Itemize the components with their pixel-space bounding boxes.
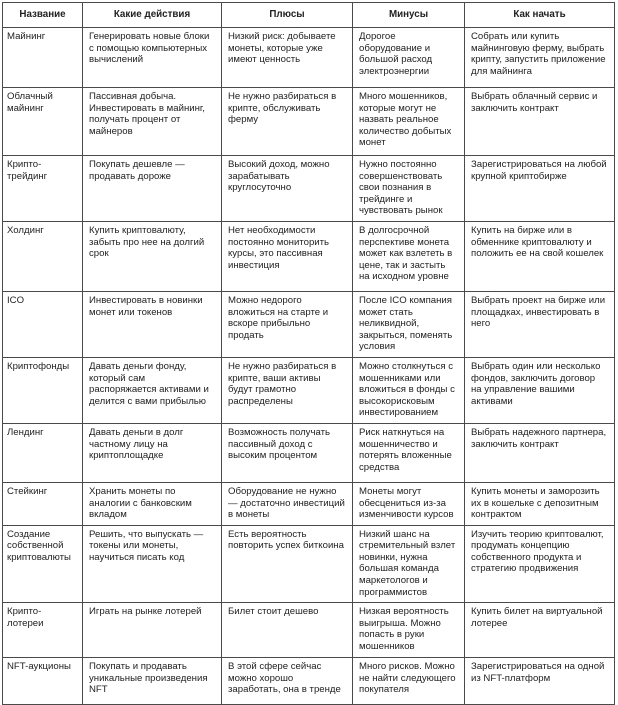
cell-cons: Риск наткнуться на мошенничество и потерять вложенные средства (353, 423, 465, 482)
cell-start: Выбрать облачный сервис и заключить контракт (465, 88, 615, 156)
cell-start: Купить монеты и заморозить их в кошельке с депозитным контрактом (465, 482, 615, 525)
table-row (3, 156, 615, 222)
cell-pros: Нет необходимости постоянно мониторить курсы, это пассивная инвестиция (222, 221, 353, 291)
header-actions: Какие действия (83, 3, 222, 28)
table-row (3, 88, 615, 156)
cell-pros: Можно недорого вложиться на старте и вскоре прибыльно продать (222, 291, 353, 357)
cell-actions: Пассивная добыча. Инвестировать в майнинг, получать процент от майнеров (83, 88, 222, 156)
cell-start: Зарегистрироваться на одной из NFT-платформ (465, 658, 615, 705)
table-row (3, 221, 615, 291)
cell-name: NFT-аукционы (3, 658, 83, 705)
cell-name: Крипто-трейдинг (3, 156, 83, 222)
table-row (3, 482, 615, 525)
cell-name: Криптофонды (3, 357, 83, 423)
cell-pros: В этой сфере сейчас можно хорошо заработать, она в тренде (222, 658, 353, 705)
cell-start: Купить на бирже или в обменнике криптовалюту и положить ее на свой кошелек (465, 221, 615, 291)
table-row (3, 423, 615, 482)
header-how-to-start: Как начать (465, 3, 615, 28)
table-row (3, 28, 615, 88)
cell-actions: Давать деньги фонду, который сам распоряжается активами и делится с вами прибылью (83, 357, 222, 423)
table-row (3, 291, 615, 357)
table-body (3, 28, 615, 705)
cell-cons: Много рисков. Можно не найти следующего покупателя (353, 658, 465, 705)
cell-name: Облачный майнинг (3, 88, 83, 156)
cell-start: Изучить теорию криптовалют, продумать концепцию собственного продукта и стратегию продвижения (465, 525, 615, 603)
cell-name: Лендинг (3, 423, 83, 482)
cell-start: Купить билет на виртуальной лотерее (465, 603, 615, 658)
cell-start: Выбрать надежного партнера, заключить контракт (465, 423, 615, 482)
cell-actions: Покупать и продавать уникальные произведения NFT (83, 658, 222, 705)
cell-cons: В долгосрочной перспективе монета может как взлететь в цене, так и застыть на исходном уровне (353, 221, 465, 291)
cell-cons: Низкая вероятность выигрыша. Можно попасть в руки мошенников (353, 603, 465, 658)
cell-name: ICO (3, 291, 83, 357)
cell-pros: Низкий риск: добываете монеты, которые уже имеют ценность (222, 28, 353, 88)
cell-cons: Можно столкнуться с мошенниками или вложиться в фонды с высокорисковым инвестированием (353, 357, 465, 423)
cell-start: Собрать или купить майнинговую ферму, выбрать крипту, запустить приложение для майнинга (465, 28, 615, 88)
crypto-earning-methods-table (2, 2, 615, 705)
cell-actions: Решить, что выпускать — токены или монеты, научиться писать код (83, 525, 222, 603)
header-name: Название (3, 3, 83, 28)
cell-pros: Не нужно разбираться в крипте, обслуживать ферму (222, 88, 353, 156)
cell-start: Выбрать один или несколько фондов, заключить договор на управление вашими активами (465, 357, 615, 423)
cell-cons: Дорогое оборудование и большой расход электроэнергии (353, 28, 465, 88)
cell-pros: Высокий доход, можно зарабатывать круглосуточно (222, 156, 353, 222)
cell-actions: Купить криптовалюту, забыть про нее на долгий срок (83, 221, 222, 291)
cell-pros: Оборудование не нужно — достаточно инвестиций в монеты (222, 482, 353, 525)
cell-actions: Покупать дешевле — продавать дороже (83, 156, 222, 222)
cell-cons: Много мошенников, которые могут не назвать реальное количество добытых монет (353, 88, 465, 156)
cell-name: Майнинг (3, 28, 83, 88)
cell-actions: Хранить монеты по аналогии с банковским вкладом (83, 482, 222, 525)
table-row (3, 658, 615, 705)
cell-pros: Есть вероятность повторить успех биткоина (222, 525, 353, 603)
cell-start: Зарегистрироваться на любой крупной криптобирже (465, 156, 615, 222)
header-row (3, 3, 615, 28)
cell-cons: Монеты могут обесцениться из-за изменчивости курсов (353, 482, 465, 525)
table-row (3, 357, 615, 423)
cell-cons: Нужно постоянно совершенствовать свои познания в трейдинге и чувствовать рынок (353, 156, 465, 222)
header-pros: Плюсы (222, 3, 353, 28)
cell-cons: После ICO компания может стать неликвидной, закрыться, поменять условия (353, 291, 465, 357)
cell-actions: Играть на рынке лотерей (83, 603, 222, 658)
cell-name: Создание собственной криптовалюты (3, 525, 83, 603)
cell-cons: Низкий шанс на стремительный взлет новинки, нужна большая команда маркетологов и программистов (353, 525, 465, 603)
cell-pros: Билет стоит дешево (222, 603, 353, 658)
cell-actions: Инвестировать в новинки монет или токенов (83, 291, 222, 357)
cell-name: Стейкинг (3, 482, 83, 525)
header-cons: Минусы (353, 3, 465, 28)
cell-name: Крипто-лотереи (3, 603, 83, 658)
cell-actions: Генерировать новые блоки с помощью компьютерных вычислений (83, 28, 222, 88)
cell-name: Холдинг (3, 221, 83, 291)
table-row (3, 603, 615, 658)
cell-pros: Возможность получать пассивный доход с высоким процентом (222, 423, 353, 482)
table-row (3, 525, 615, 603)
cell-pros: Не нужно разбираться в крипте, ваши активы будут грамотно распределены (222, 357, 353, 423)
cell-actions: Давать деньги в долг частному лицу на криптоплощадке (83, 423, 222, 482)
table-header (3, 3, 615, 28)
cell-start: Выбрать проект на бирже или площадках, инвестировать в него (465, 291, 615, 357)
